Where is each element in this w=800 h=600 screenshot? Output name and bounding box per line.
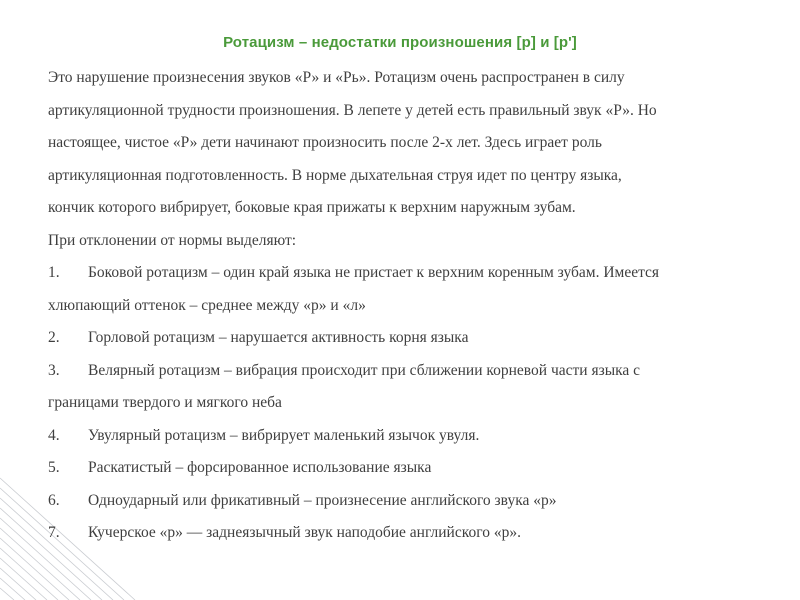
list-item-number: 7. [48, 524, 60, 541]
list-item [48, 517, 778, 550]
list-item-text: Боковой ротацизм – один край языка не пристает к верхним коренным зубам. Имеется [88, 264, 660, 281]
list-item-text: Увулярный ротацизм – вибрирует маленький язычок увуля. [88, 426, 480, 444]
list-item [48, 355, 778, 388]
paragraph-line: артикуляционная подготовленность. В норме дыхательная струя идет по центру языка, [48, 166, 622, 184]
classification-list [48, 257, 778, 550]
list-intro: При отклонении от нормы выделяют: [48, 231, 297, 249]
list-item-number: 1. [48, 264, 60, 281]
list-item-text: Велярный ротацизм – вибрация происходит при сближении корневой части языка с [88, 361, 641, 379]
slide-content [48, 62, 778, 550]
list-item-number: 5. [48, 459, 60, 476]
description-paragraph [48, 62, 778, 225]
list-item [48, 322, 778, 355]
list-item-continuation: границами твердого и мягкого неба [48, 394, 282, 411]
list-item [48, 485, 778, 518]
paragraph-line: артикуляционной трудности произношения. В лепете у детей есть правильный звук «Р». Но [48, 101, 657, 119]
list-item-text: Горловой ротацизм – нарушается активность корня языка [88, 329, 469, 346]
list-item-number: 3. [48, 361, 60, 379]
list-item-number: 6. [48, 491, 60, 509]
list-item-text: Одноударный или фрикативный – произнесение английского звука «р» [88, 491, 557, 509]
paragraph-line: настоящее, чистое «Р» дети начинают произносить после 2-х лет. Здесь играет роль [48, 134, 602, 151]
list-item-number: 4. [48, 426, 60, 444]
list-item-continuation: хлюпающий оттенок – среднее между «р» и «л» [48, 296, 366, 314]
list-item [48, 452, 778, 485]
paragraph-line: кончик которого вибрирует, боковые края прижаты к верхним наружным зубам. [48, 199, 576, 216]
paragraph-line: Это нарушение произнесения звуков «Р» и «Рь». Ротацизм очень распространен в силу [48, 69, 625, 86]
slide-title: Ротацизм – недостатки произношения [р] и [р'] [223, 34, 577, 51]
list-item-number: 2. [48, 329, 60, 346]
list-item [48, 257, 778, 290]
list-item-text: Раскатистый – форсированное использование языка [88, 459, 432, 476]
list-item [48, 420, 778, 453]
list-item-text: Кучерское «р» — заднеязычный звук наподобие английского «р». [88, 524, 521, 541]
